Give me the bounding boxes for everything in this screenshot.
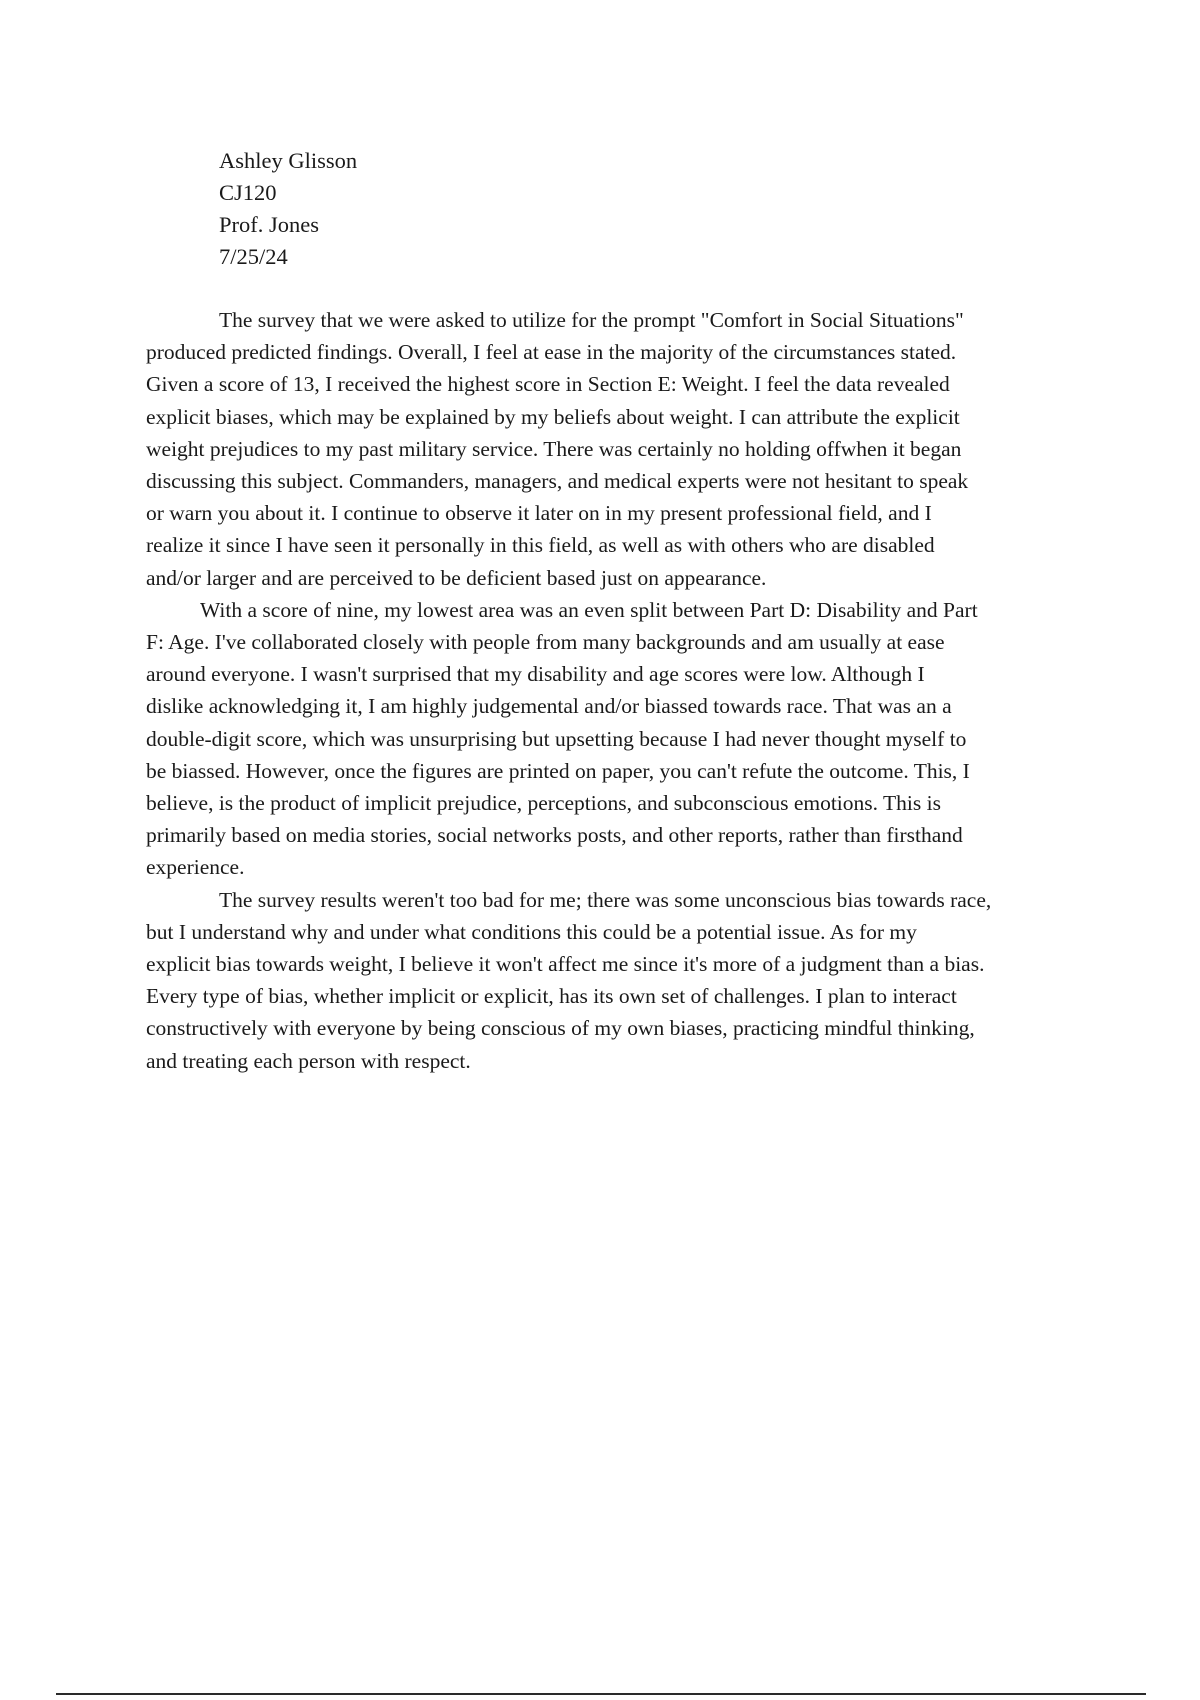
text-line: and treating each person with respect. (146, 1048, 471, 1073)
text-line: experience. (146, 855, 245, 880)
professor-name: Prof. Jones (219, 212, 319, 237)
text-line: Given a score of 13, I received the highest score in Section E: Weight. I feel the data revealed (146, 372, 950, 397)
text-line: The survey that we were asked to utilize for the prompt "Comfort in Social Situations" (219, 308, 964, 332)
text-line: The survey results weren't too bad for me; there was some unconscious bias towards race, (219, 887, 992, 912)
essay-body (146, 304, 1106, 1077)
text-line: realize it since I have seen it personally in this field, as well as with others who are disabled (146, 533, 935, 558)
text-line: dislike acknowledging it, I am highly judgemental and/or biassed towards race. That was an a (146, 694, 952, 719)
author-name: Ashley Glisson (219, 148, 358, 173)
text-line: but I understand why and under what conditions this could be a potential issue. As for my (146, 919, 917, 944)
text-line: primarily based on media stories, social networks posts, and other reports, rather than firsthand (146, 823, 963, 848)
submission-date: 7/25/24 (219, 244, 288, 269)
paragraph-3 (146, 884, 1106, 1077)
text-line: around everyone. I wasn't surprised that my disability and age scores were low. Although I (146, 662, 925, 687)
header-block (219, 145, 357, 273)
text-line: discussing this subject. Commanders, managers, and medical experts were not hesitant to speak (146, 469, 969, 494)
text-line: F: Age. I've collaborated closely with people from many backgrounds and am usually at ease (146, 630, 945, 655)
text-line: or warn you about it. I continue to observe it later on in my present professional field, and I (146, 501, 932, 526)
text-line: produced predicted findings. Overall, I feel at ease in the majority of the circumstances stated. (146, 340, 957, 365)
text-line: weight prejudices to my past military service. There was certainly no holding offwhen it began (146, 436, 962, 461)
text-line: Every type of bias, whether implicit or explicit, has its own set of challenges. I plan to interact (146, 984, 957, 1009)
course-code: CJ120 (219, 180, 277, 205)
text-line: and/or larger and are perceived to be deficient based just on appearance. (146, 565, 767, 590)
text-line: constructively with everyone by being conscious of my own biases, practicing mindful thinking, (146, 1016, 975, 1041)
text-line: be biassed. However, once the figures are printed on paper, you can't refute the outcome. This, I (146, 758, 970, 783)
text-line: believe, is the product of implicit prejudice, perceptions, and subconscious emotions. This is (146, 791, 941, 816)
paragraph-2 (146, 594, 1106, 884)
text-line: explicit bias towards weight, I believe it won't affect me since it's more of a judgment than a bias. (146, 952, 985, 977)
text-line: With a score of nine, my lowest area was an even split between Part D: Disability and Part (200, 597, 978, 622)
page-bottom-divider (56, 1693, 1146, 1695)
paragraph-1 (146, 304, 1106, 594)
text-line: double-digit score, which was unsurprising but upsetting because I had never thought myself to (146, 726, 967, 751)
text-line: explicit biases, which may be explained by my beliefs about weight. I can attribute the explicit (146, 404, 960, 429)
